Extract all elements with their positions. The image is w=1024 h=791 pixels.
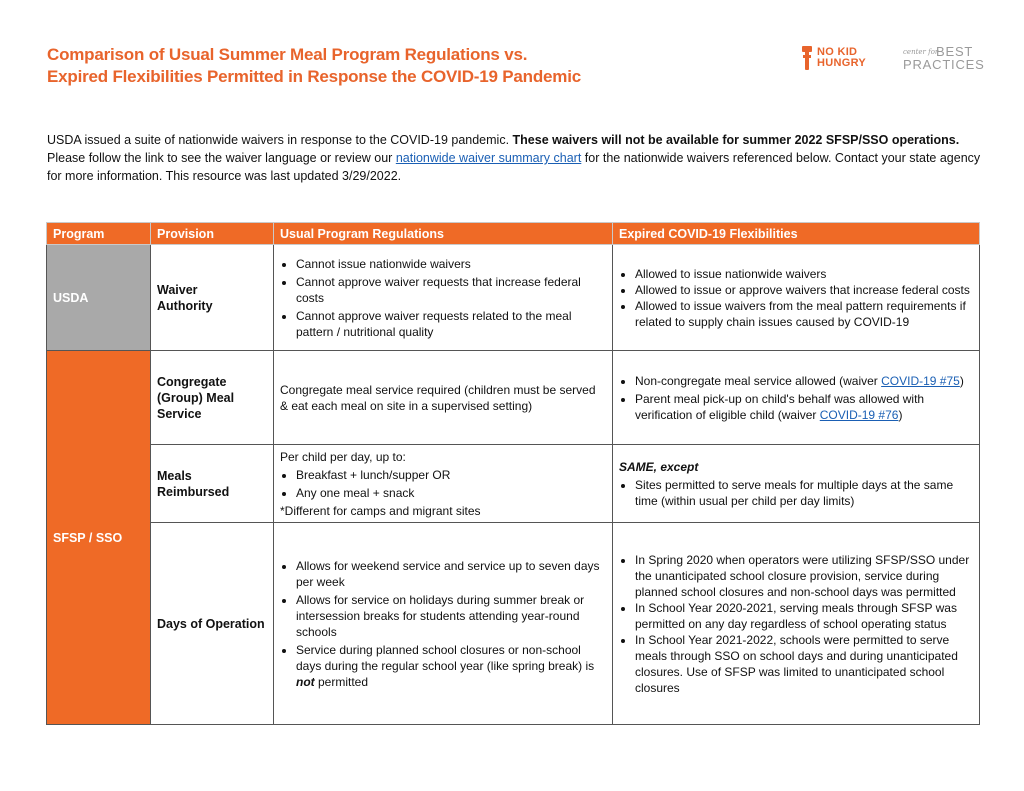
list-item: • Breakfast + lunch/supper OR [296, 467, 606, 483]
list-item: • Cannot approve waiver requests that increase federal costs [296, 274, 606, 306]
intro-part-1: USDA issued a suite of nationwide waivers in response to the COVID-19 pandemic. [47, 133, 513, 147]
waiver-summary-chart-link[interactable]: nationwide waiver summary chart [395, 151, 582, 165]
meals-expired-cell [613, 445, 980, 523]
list-item: • In Spring 2020 when operators were utilizing SFSP/SSO under the unanticipated school closure provision, service during planned school closures and non-school days was permitted [635, 552, 973, 600]
cbp-big-1: BEST [936, 44, 974, 59]
intro-paragraph [47, 131, 982, 185]
list-item: • Allows for service on holidays during summer break or intersession breaks for students attending year-round schools [296, 592, 606, 640]
list-item: • Sites permitted to serve meals for multiple days at the same time (within usual per child per day limits) [635, 477, 973, 509]
meals-usual-note: *Different for camps and migrant sites [280, 503, 481, 518]
item-text: Parent meal pick-up on child's behalf was allowed with verification of eligible child (waiver [635, 391, 925, 422]
provision-congregate: Congregate (Group) Meal Service [151, 351, 274, 445]
intro-bold: These waivers will not be available for summer 2022 SFSP/SSO operations. [512, 133, 960, 147]
center-for-best-practices-logo [903, 44, 985, 74]
item-text-end: permitted [314, 674, 369, 689]
meals-usual-intro: Per child per day, up to: [280, 449, 406, 464]
list-item: • Allows for weekend service and service up to seven days per week [296, 558, 606, 590]
list-item: • Cannot approve waiver requests related to the meal pattern / nutritional quality [296, 308, 606, 340]
cbp-small: center for [903, 48, 939, 56]
list-item: • Allowed to issue nationwide waivers [635, 266, 973, 282]
header-provision: Provision [151, 223, 274, 245]
table-header-row [47, 223, 980, 245]
no-kid-hungry-logo [800, 46, 885, 72]
congregate-expired-cell [613, 351, 980, 445]
table-row [47, 351, 980, 445]
usda-expired-cell [613, 245, 980, 351]
emphasis-not: not [296, 674, 315, 689]
days-expired-cell [613, 523, 980, 725]
list-item: • Cannot issue nationwide waivers [296, 256, 606, 272]
page-title [47, 44, 747, 88]
item-text-end: ) [898, 407, 903, 422]
header-program: Program [47, 223, 151, 245]
list-item: • Allowed to issue waivers from the meal pattern requirements if related to supply chain issues caused by COVID-19 [635, 298, 973, 330]
page-title-line-1: Comparison of Usual Summer Meal Program Regulations vs. [47, 45, 528, 64]
header-usual: Usual Program Regulations [274, 223, 613, 245]
list-item: • Any one meal + snack [296, 485, 606, 501]
header-expired: Expired COVID-19 Flexibilities [613, 223, 980, 245]
page-title-line-2: Expired Flexibilities Permitted in Response the COVID-19 Pandemic [47, 67, 581, 86]
program-sfsp-sso: SFSP / SSO [47, 351, 151, 725]
table-row [47, 445, 980, 523]
list-item: • Allowed to issue or approve waivers that increase federal costs [635, 282, 973, 298]
table-row [47, 245, 980, 351]
provision-meals-reimbursed: Meals Reimbursed [151, 445, 274, 523]
list-item [296, 642, 606, 690]
logos [800, 44, 985, 74]
covid-19-76-link[interactable]: COVID-19 #76 [819, 407, 899, 422]
meals-usual-cell [274, 445, 613, 523]
provision-days-of-operation: Days of Operation [151, 523, 274, 725]
program-usda: USDA [47, 245, 151, 351]
comparison-table [46, 222, 980, 725]
nkh-line-1: NO KID [817, 46, 858, 58]
covid-19-75-link[interactable]: COVID-19 #75 [881, 373, 960, 388]
list-item [635, 391, 973, 423]
item-text-end: ) [959, 373, 964, 388]
intro-part-2: Please follow the link to see the waiver language or review our [47, 151, 396, 165]
list-item [635, 373, 973, 389]
congregate-usual-cell: Congregate meal service required (children must be served & eat each meal on site in a supervised setting) [274, 351, 613, 445]
item-text: Service during planned school closures or non-school days during the regular school year (like spring break) is [296, 642, 595, 673]
table-row [47, 523, 980, 725]
cbp-big-2: PRACTICES [903, 57, 985, 72]
provision-waiver-authority: Waiver Authority [151, 245, 274, 351]
usda-usual-cell [274, 245, 613, 351]
list-item: • In School Year 2020-2021, serving meals through SFSP was permitted on any day regardless of school operating status [635, 600, 973, 632]
item-text: Non-congregate meal service allowed (waiver [635, 373, 882, 388]
list-item: • In School Year 2021-2022, schools were permitted to serve meals through SSO on school days and during unanticipated closures. Use of SFSP was limited to unanticipated school closures [635, 632, 973, 696]
days-usual-cell [274, 523, 613, 725]
meals-expired-heading: SAME, except [619, 459, 699, 474]
fork-spoon-icon [800, 46, 814, 70]
nkh-line-2: HUNGRY [817, 57, 867, 69]
intro-part-3: for the nationwide waivers referenced below. Contact your state agency for more information. This resource was last updated 3/29/2022. [47, 151, 981, 183]
